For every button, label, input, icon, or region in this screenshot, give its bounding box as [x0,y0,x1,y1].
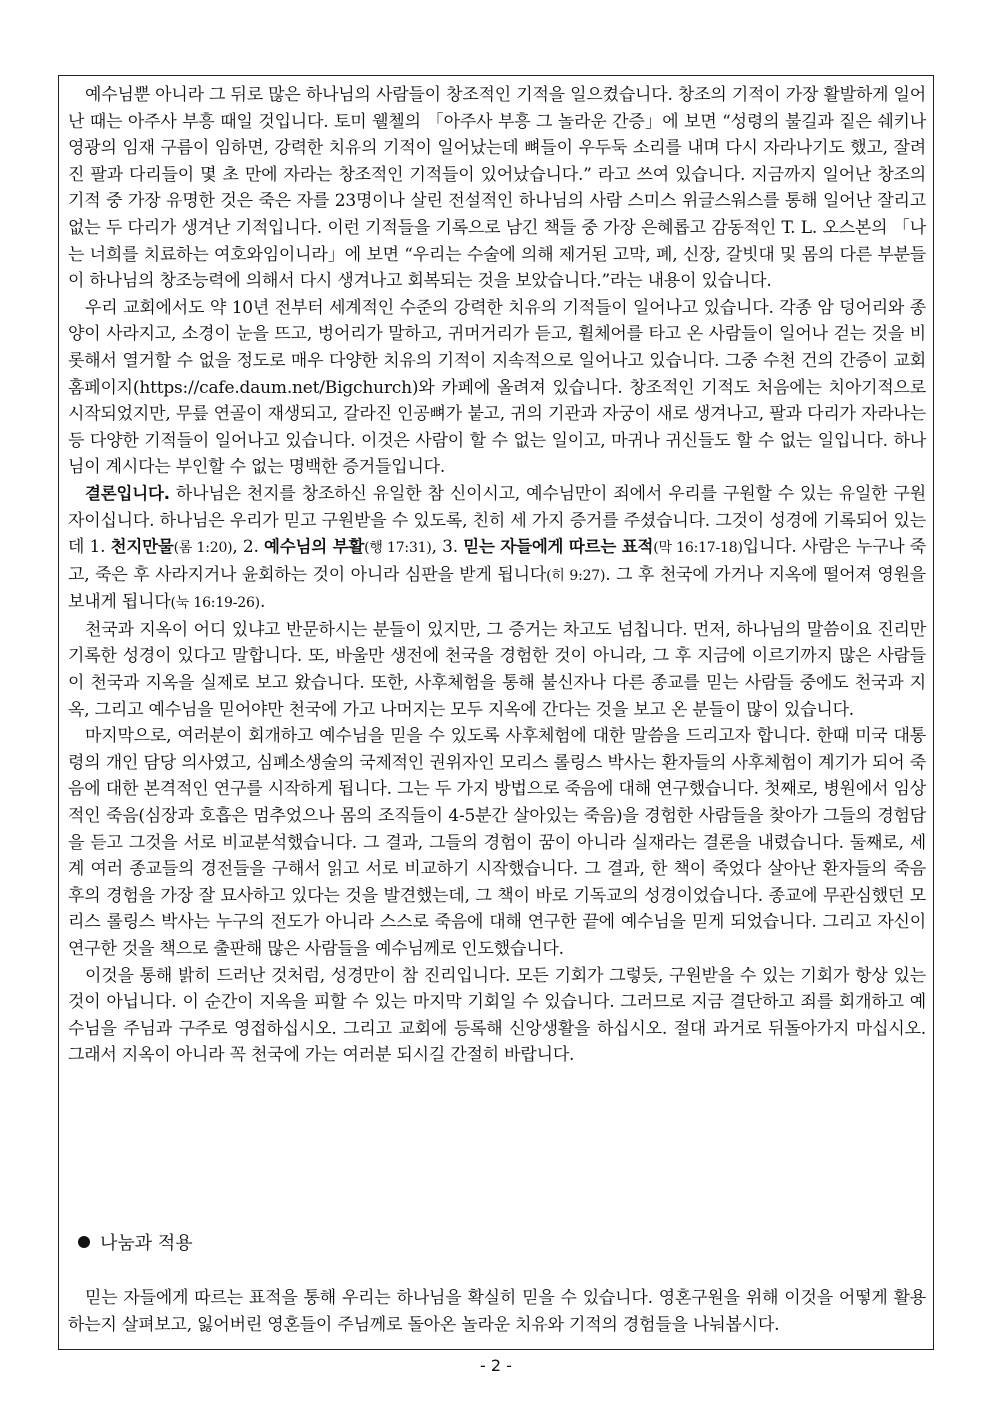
evidence-3: 믿는 자들에게 따르는 표적 [463,537,654,557]
evidence-1: 천지만물 [110,537,174,557]
bullet-icon [78,1236,90,1248]
page-number: - 2 - [480,1356,512,1375]
verse-ref: (롬 1:20) [173,540,233,557]
sermon-body [68,82,926,1069]
paragraph-creative-miracles: 예수님뿐 아니라 그 뒤로 많은 하나님의 사람들이 창조적인 기적을 일으켰습니다. 창조의 기적이 가장 활발하게 일어난 때는 아주사 부흥 때일 것입니다. 토미 웰첼의 「아주사 부흥 그 놀라운 간증」에 보면 “성령의 불길과 짙은 쉐키나 영광의 임재 구름이 임하면, 강력한 치유의 기적이 일어났는데 뼈들이 우두둑 소리를 내며 다시 자라나기도 했고, 잘려진 팔과 다리들이 몇 초 만에 자라는 창조적인 기적들이 있어났습니다.” 라고 쓰여 있습니다. 지금까지 일어난 창조의 기적 중 가장 유명한 것은 죽은 자를 23명이나 살린 전설적인 하나님의 사람 스미스 위글스워스를 통해 일어난 잘리고 없는 두 다리가 생겨난 기적입니다. 이런 기적들을 기록으로 남긴 책들 중 가장 은혜롭고 감동적인 T. L. 오스본의 「나는 너희를 치료하는 여호와임이니라」에 보면 “우리는 수술에 의해 제거된 고막, 폐, 신장, 갈빗대 및 몸의 다른 부분들이 하나님의 창조능력에 의해서 다시 생겨나고 회복되는 것을 보았습니다.”라는 내용이 있습니다. [68,85,926,292]
paragraph-after-death: 마지막으로, 여러분이 회개하고 예수님을 믿을 수 있도록 사후체험에 대한 말씀을 드리고자 합니다. 한때 미국 대통령의 개인 담당 의사였고, 심폐소생술의 국제적인 권위자인 모리스 롤링스 박사는 환자들의 사후체험이 계기가 되어 죽음에 대한 본격적인 연구를 시작하게 됩니다. 그는 두 가지 방법으로 죽음에 대해 연구했습니다. 첫째로, 병원에서 임상적인 죽음(심장과 호흡은 멈추었으나 몸의 조직들이 4-5분간 살아있는 죽음)을 경험한 사람들을 찾아가 그들의 경험담을 듣고 그것을 서로 비교분석했습니다. 그 결과, 그들의 경험이 꿈이 아니라 실재라는 결론을 내렸습니다. 둘째로, 세계 여러 종교들의 경전들을 구해서 읽고 서로 비교하기 시작했습니다. 그 결과, 한 책이 죽었다 살아난 환자들의 죽음 후의 경험을 가장 잘 묘사하고 있다는 것을 발견했는데, 그 책이 바로 기독교의 성경이었습니다. 종교에 무관심했던 모리스 롤링스 박사는 누구의 전도가 아니라 스스로 죽음에 대해 연구한 끝에 예수님을 믿게 되었습니다. 그리고 자신이 연구한 것을 책으로 출판해 많은 사람들을 예수님께로 인도했습니다. [68,726,926,959]
conclusion-heading: 결론입니다. [85,483,170,503]
verse-ref: (히 9:27) [546,567,606,584]
verse-ref: (눅 16:19-26) [170,595,260,612]
sharing-section-heading [78,1229,193,1255]
verse-ref: (행 17:31) [364,540,432,557]
verse-ref: (막 16:17-18) [653,540,743,557]
paragraph-conclusion: 결론입니다. 하나님은 천지를 창조하신 유일한 참 신이시고, 예수님만이 죄에서 우리를 구원할 수 있는 유일한 구원자이십니다. 하나님은 우리가 믿고 구원받을 수 있도록, 친히 세 가지 증거를 주셨습니다. 그것이 성경에 기록되어 있는데 1. 천지만물(롬 1:20), 2. 예수님의 부활(행 17:31), 3. 믿는 자들에게 따르는 표적(막 16:17-18)입니다. 사람은 누구나 죽고, 죽은 후 사라지거나 윤회하는 것이 아니라 심판을 받게 됩니다(히 9:27). 그 후 천국에 가거나 지옥에 떨어져 영원을 보내게 됩니다(눅 16:19-26). [68,483,927,613]
paragraph-heaven-hell: 천국과 지옥이 어디 있냐고 반문하시는 분들이 있지만, 그 증거는 차고도 넘칩니다. 먼저, 하나님의 말씀이요 진리만 기록한 성경이 있다고 말합니다. 또, 바울만 생전에 천국을 경험한 것이 아니라, 그 후 지금에 이르기까지 많은 사람들이 천국과 지옥을 실제로 보고 왔습니다. 또한, 사후체험을 통해 불신자나 다른 종교를 믿는 사람들 중에도 천국과 지옥, 그리고 예수님을 믿어야만 천국에 가고 나머지는 모두 지옥에 간다는 것을 보고 온 분들이 많이 있습니다. [68,619,926,720]
section-title: 나눔과 적용 [100,1233,193,1254]
sharing-section-body: 믿는 자들에게 따르는 표적을 통해 우리는 하나님을 확실히 믿을 수 있습니다. 영혼구원을 위해 이것을 어떻게 활용하는지 살펴보고, 잃어버린 영혼들이 주님께로 돌아온 놀라운 치유와 기적의 경험들을 나눠봅시다. [68,1288,926,1335]
evidence-2: 예수님의 부활 [264,537,365,557]
paragraph-invitation: 이것을 통해 밝히 드러난 것처럼, 성경만이 참 진리입니다. 모든 기회가 그렇듯, 구원받을 수 있는 기회가 항상 있는 것이 아닙니다. 이 순간이 지옥을 피할 수 있는 마지막 기회일 수 있습니다. 그러므로 지금 결단하고 죄를 회개하고 예수님을 주님과 구주로 영접하십시오. 그리고 교회에 등록해 신앙생활을 하십시오. 절대 과거로 뒤돌아가지 마십시오. 그래서 지옥이 아니라 꼭 천국에 가는 여러분 되시길 간절히 바랍니다. [68,965,926,1066]
paragraph-church-healings: 우리 교회에서도 약 10년 전부터 세계적인 수준의 강력한 치유의 기적들이 일어나고 있습니다. 각종 암 덩어리와 종양이 사라지고, 소경이 눈을 뜨고, 벙어리가 말하고, 귀머거리가 듣고, 휠체어를 타고 온 사람들이 일어나 걷는 것을 비롯해서 열거할 수 없을 정도로 매우 다양한 치유의 기적이 지속적으로 일어나고 있습니다. 그중 수천 건의 간증이 교회 홈페이지(https://cafe.daum.net/Bigchurch)와 카페에 올려져 있습니다. 창조적인 기적도 처음에는 치아기적으로 시작되었지만, 무릎 연골이 재생되고, 갈라진 인공뼈가 붙고, 귀의 기관과 자궁이 새로 생겨나고, 팔과 다리가 자라나는 등 다양한 기적들이 일어나고 있습니다. 이것은 사람이 할 수 없는 일이고, 마귀나 귀신들도 할 수 없는 일입니다. 하나님이 계시다는 부인할 수 없는 명백한 증거들입니다. [68,297,926,478]
